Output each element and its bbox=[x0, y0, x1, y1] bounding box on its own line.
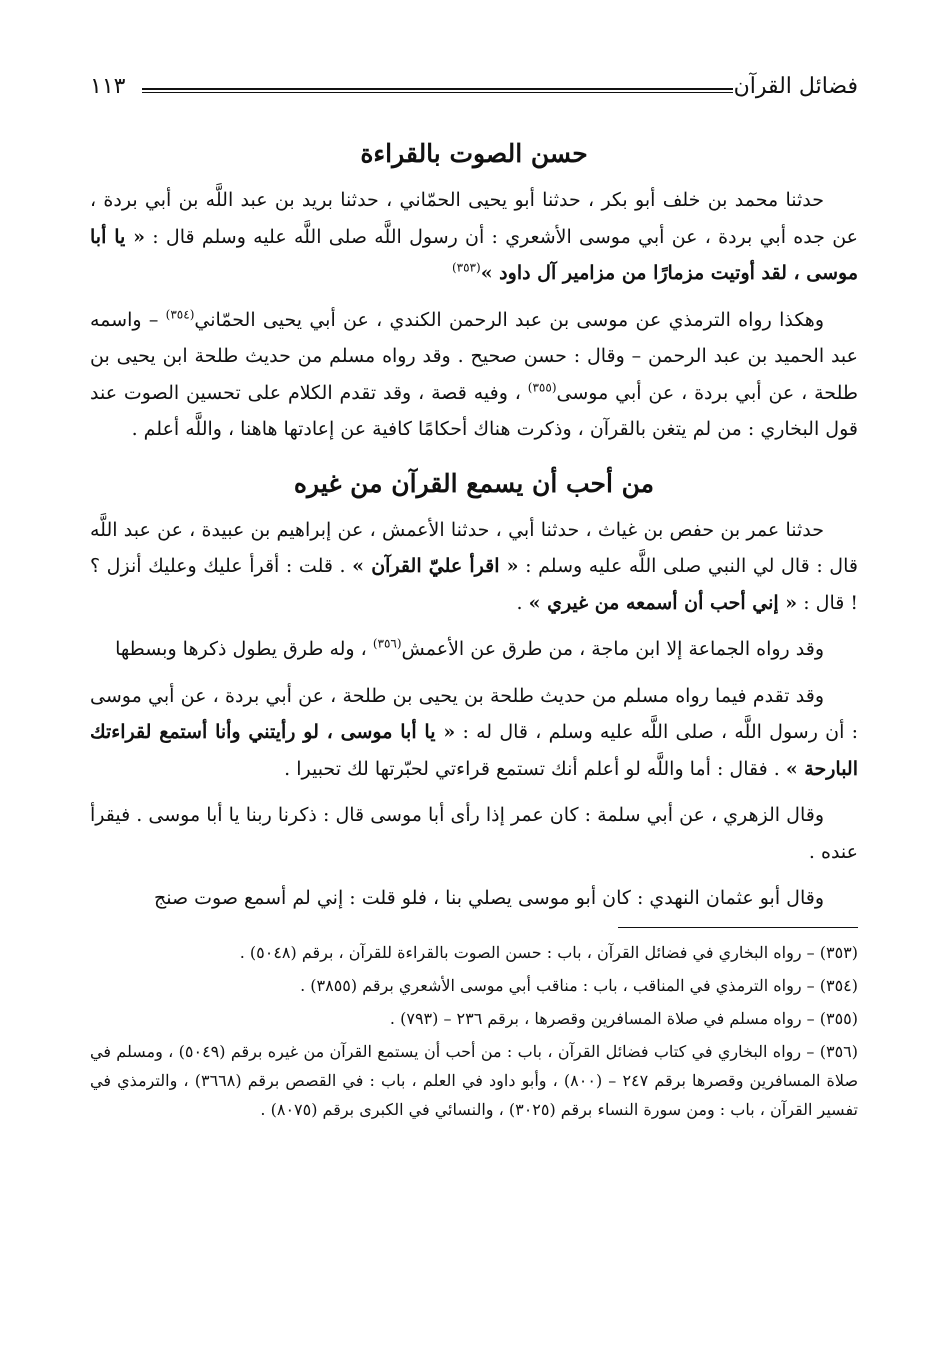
body-paragraph bbox=[90, 182, 858, 292]
text-run: وقال أبو عثمان النهدي : كان أبو موسى يصلي بنا ، فلو قلت : إني لم أسمع صوت صنج bbox=[153, 887, 824, 909]
text-run: ، وله طرق يطول ذكرها وبسطها bbox=[115, 638, 373, 660]
text-run: . bbox=[516, 591, 529, 614]
footnote-ref: (٣٥٥) bbox=[527, 380, 557, 395]
text-run: حدثنا عمر بن حفص بن غياث ، حدثنا أبي ، حدثنا الأعمش ، عن إبراهيم بن عبيدة ، عن عبد اللَّه قال : قال لي النبي صلى اللَّه عليه وسلم : bbox=[90, 518, 858, 577]
footnote: (٣٥٦) – رواه البخاري في كتاب فضائل القرآن ، باب : من أحب أن يستمع القرآن من غيره برقم (٥٠٤٩) ، ومسلم في صلاة المسافرين وقصرها برقم ٢٤٧ – (٨٠٠) ، وأبو داود في العلم ، باب : في القصص برقم (٣٦٦٨) ، والترمذي في تفسير القرآن ، باب : ومن سورة النساء برقم (٣٠٢٥) ، والنسائي في الكبرى برقم (٨٠٧٥) . bbox=[90, 1041, 859, 1119]
footnote-ref: (٣٥٦) bbox=[372, 636, 402, 651]
footnote: (٣٥٤) – رواه الترمذي في المناقب ، باب : مناقب أبي موسى الأشعري برقم (٣٨٥٥) . bbox=[300, 975, 858, 995]
text-run: وهكذا رواه الترمذي عن موسى بن عبد الرحمن الكندي ، عن أبي يحيى الحمّاني bbox=[194, 308, 825, 331]
text-run: – واسمه عبد الحميد بن عبد الرحمن – وقال : حسن صحيح . وقد رواه مسلم من حديث طلحة ابن يحيى بن طلحة ، عن أبي بردة ، عن أبي موسى bbox=[90, 308, 858, 404]
footnote-ref: (٣٥٤) bbox=[165, 307, 195, 322]
hadith-quote: « اقرأ عليّ القرآن » bbox=[352, 555, 519, 577]
footnote: (٣٥٣) – رواه البخاري في فضائل القرآن ، باب : حسن الصوت بالقراءة للقرآن ، برقم (٥٠٤٨) . bbox=[239, 942, 858, 962]
hadith-quote: « إني أحب أن أسمعه من غيري » bbox=[528, 591, 798, 614]
text-run: وقد رواه الجماعة إلا ابن ماجة ، من طرق عن الأعمش bbox=[401, 638, 824, 660]
section-heading: من أحب أن يسمع القرآن من غيره bbox=[293, 468, 655, 498]
footnote-divider bbox=[618, 927, 858, 928]
header-rule bbox=[142, 88, 733, 93]
hadith-quote: « يا أبا موسى ، لقد أوتيت مزمارًا من مزامير آل داود » bbox=[90, 225, 858, 284]
footnote: (٣٥٥) – رواه مسلم في صلاة المسافرين وقصرها ، برقم ٢٣٦ – (٧٩٣) . bbox=[389, 1008, 858, 1028]
page-content bbox=[90, 118, 858, 1128]
footnotes bbox=[90, 938, 858, 1124]
text-run: حدثنا محمد بن خلف أبو بكر ، حدثنا أبو يحيى الحمّاني ، حدثنا بريد بن عبد اللَّه بن أبي بردة ، عن جده أبي بردة ، عن أبي موسى الأشعري : أن رسول اللَّه صلى اللَّه عليه وسلم قال : bbox=[90, 189, 858, 248]
footnote-ref: (٣٥٣) bbox=[451, 260, 481, 275]
body-paragraph bbox=[90, 880, 858, 917]
text-run: . قلت : أقرأ عليك وعليك أنزل ؟ ! قال : bbox=[90, 555, 858, 614]
body-paragraph bbox=[90, 797, 858, 870]
body-paragraph bbox=[90, 631, 858, 668]
hadith-quote: « يا أبا موسى ، لو رأيتني وأنا أستمع لقراءتك البارحة » bbox=[90, 721, 858, 780]
header-title: فضائل القرآن bbox=[733, 74, 858, 99]
text-run: . فقال : أما واللَّه لو أعلم أنك تستمع قراءتي لحبّرتها لك تحبيرا . bbox=[284, 757, 786, 780]
text-run: وقد تقدم فيما رواه مسلم من حديث طلحة بن يحيى بن طلحة ، عن أبي بردة ، عن أبي موسى : أن رسول اللَّه ، صلى اللَّه عليه وسلم ، قال له : bbox=[90, 684, 858, 743]
body-paragraph bbox=[90, 302, 858, 448]
page-number: ١١٣ bbox=[90, 74, 126, 99]
body-paragraph bbox=[90, 678, 858, 788]
text-run: وقال الزهري ، عن أبي سلمة : كان عمر إذا رأى أبا موسى قال : ذكرنا ربنا يا أبا موسى . فيقرأ عنده . bbox=[90, 804, 858, 863]
section-heading: حسن الصوت بالقراءة bbox=[360, 139, 588, 168]
running-header bbox=[90, 70, 858, 110]
text-run: ، وفيه قصة ، وقد تقدم الكلام على تحسين الصوت عند قول البخاري : من لم يتغن بالقرآن ، وذكرت هناك أحكامًا كافية عن إعادتها هاهنا ، واللَّه أعلم . bbox=[90, 381, 858, 440]
body-paragraph bbox=[90, 512, 858, 622]
